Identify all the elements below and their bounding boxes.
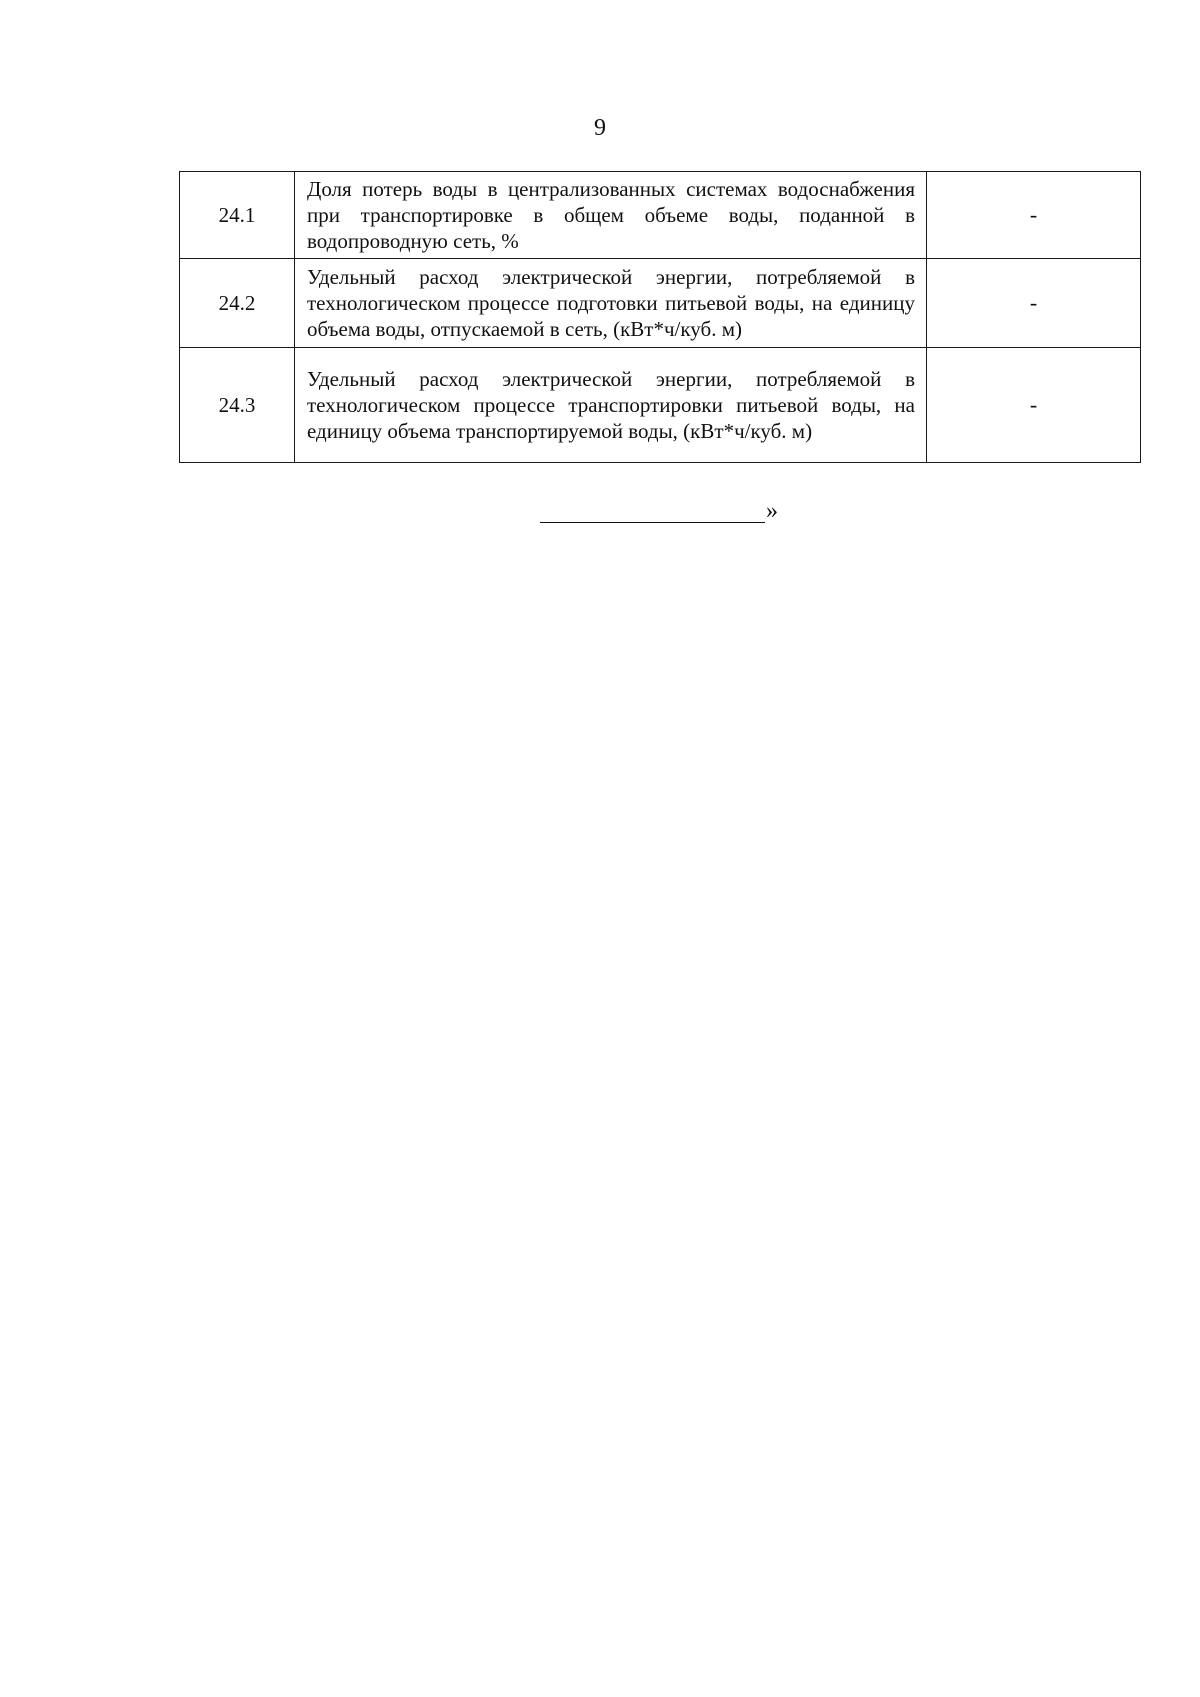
closing-mark	[540, 496, 790, 530]
table-row	[180, 348, 1141, 463]
row-value: -	[927, 259, 1141, 348]
table-row	[180, 172, 1141, 259]
indicators-table	[179, 171, 1141, 463]
closing-quote: »	[766, 498, 778, 524]
signature-line	[540, 522, 765, 523]
row-number: 24.3	[180, 348, 295, 463]
page-number: 9	[594, 115, 606, 141]
table-row	[180, 259, 1141, 348]
row-description: Удельный расход электрической энергии, потребляемой в технологическом процессе подготовки питьевой воды, на единицу объема воды, отпускаемой в сеть, (кВт*ч/куб. м)	[295, 259, 927, 348]
row-number: 24.1	[180, 172, 295, 259]
row-value: -	[927, 172, 1141, 259]
row-number: 24.2	[180, 259, 295, 348]
row-description: Доля потерь воды в централизованных системах водоснабжения при транспортировке в общем объеме воды, поданной в водопроводную сеть, %	[295, 172, 927, 259]
row-description: Удельный расход электрической энергии, потребляемой в технологическом процессе транспортировки питьевой воды, на единицу объема транспортируемой воды, (кВт*ч/куб. м)	[295, 348, 927, 463]
row-value: -	[927, 348, 1141, 463]
